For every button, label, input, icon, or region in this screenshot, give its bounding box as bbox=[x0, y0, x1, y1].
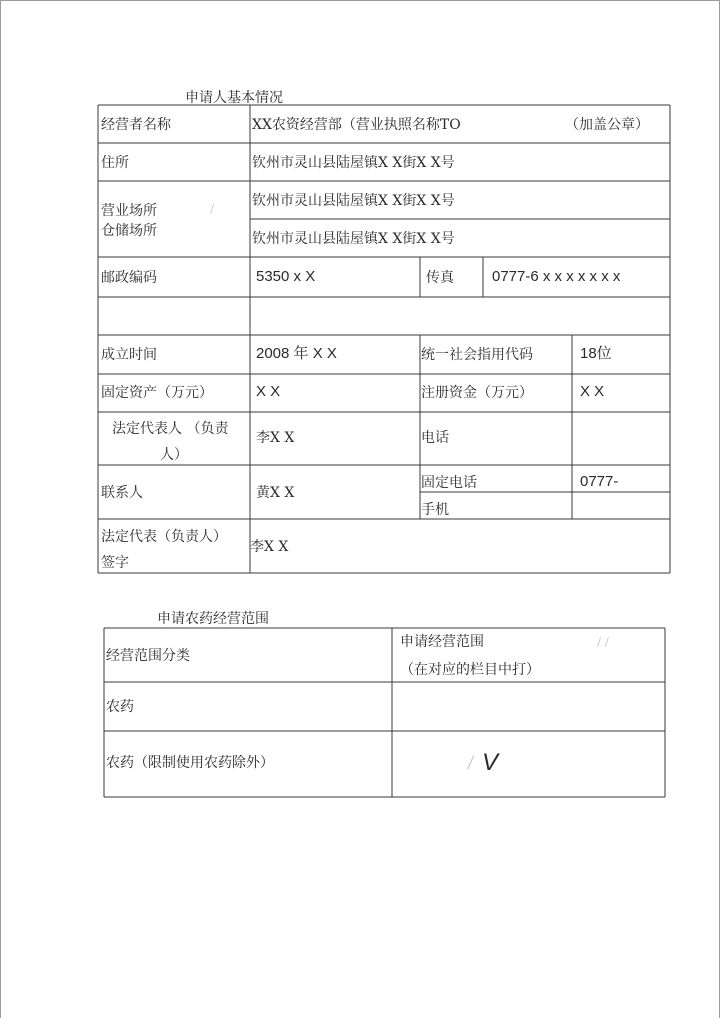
stray-mark: / bbox=[210, 202, 215, 216]
fax-label: 传真 bbox=[426, 270, 454, 286]
fixed-assets-value: X X bbox=[256, 383, 281, 400]
fax-value: 0777-6 x x x x x x x bbox=[492, 268, 621, 285]
storage-value: 钦州市灵山县陆屋镇X X街X X号 bbox=[252, 231, 455, 247]
apply-scope-note: （在对应的栏目中打） bbox=[400, 662, 540, 678]
section-title-pesticide-scope: 申请农药经营范围 bbox=[157, 611, 269, 627]
mobile-label: 手机 bbox=[421, 502, 449, 518]
registered-capital-label: 注册资金（万元） bbox=[421, 385, 533, 401]
landline-value: 0777- bbox=[580, 473, 619, 490]
contact-label: 联系人 bbox=[101, 485, 143, 501]
business-place-label: 营业场所 bbox=[101, 203, 157, 219]
contact-value: 黄X X bbox=[256, 485, 295, 501]
business-place-value: 钦州市灵山县陆屋镇X X街X X号 bbox=[252, 193, 455, 209]
apply-scope-header: 申请经营范围 bbox=[400, 634, 484, 650]
founded-value: 2008 年 X X bbox=[256, 345, 337, 362]
operator-name-value: XX农资经营部（营业执照名称TO bbox=[252, 117, 461, 133]
credit-code-label: 统一社会指用代码 bbox=[421, 347, 533, 363]
storage-label: 仓储场所 bbox=[101, 223, 157, 239]
fixed-assets-label: 固定资产（万元） bbox=[101, 385, 213, 401]
section-title-applicant-info: 申请人基本情况 bbox=[185, 90, 283, 106]
postcode-value: 5350 x X bbox=[256, 268, 316, 285]
legal-rep-label-line1: 法定代表人 （负责 bbox=[112, 421, 229, 437]
scope-row-restricted-excluded-label: 农药（限制使用农药除外） bbox=[106, 755, 274, 771]
scope-category-header: 经营范围分类 bbox=[106, 648, 190, 664]
operator-name-label: 经营者名称 bbox=[101, 117, 171, 133]
signature-label-line2: 签字 bbox=[101, 555, 129, 571]
legal-rep-value: 李X X bbox=[256, 430, 295, 446]
address-label: 住所 bbox=[101, 155, 129, 171]
postcode-label: 邮政编码 bbox=[101, 270, 157, 286]
stray-mark: / bbox=[468, 753, 474, 773]
signature-value: 李X X bbox=[250, 539, 289, 555]
signature-label-line1: 法定代表（负责人） bbox=[101, 529, 227, 545]
seal-note: （加盖公章） bbox=[565, 117, 649, 133]
stray-mark: / / bbox=[597, 635, 609, 649]
check-mark: V bbox=[482, 749, 499, 776]
address-value: 钦州市灵山县陆屋镇X X街X X号 bbox=[252, 155, 455, 171]
scope-row-pesticide-label: 农药 bbox=[106, 699, 134, 715]
landline-label: 固定电话 bbox=[421, 475, 477, 491]
registered-capital-value: X X bbox=[580, 383, 605, 400]
credit-code-value: 18位 bbox=[580, 345, 612, 362]
founded-label: 成立时间 bbox=[101, 347, 157, 363]
phone-label: 电话 bbox=[421, 430, 449, 446]
legal-rep-label-line2: 人） bbox=[160, 447, 188, 463]
